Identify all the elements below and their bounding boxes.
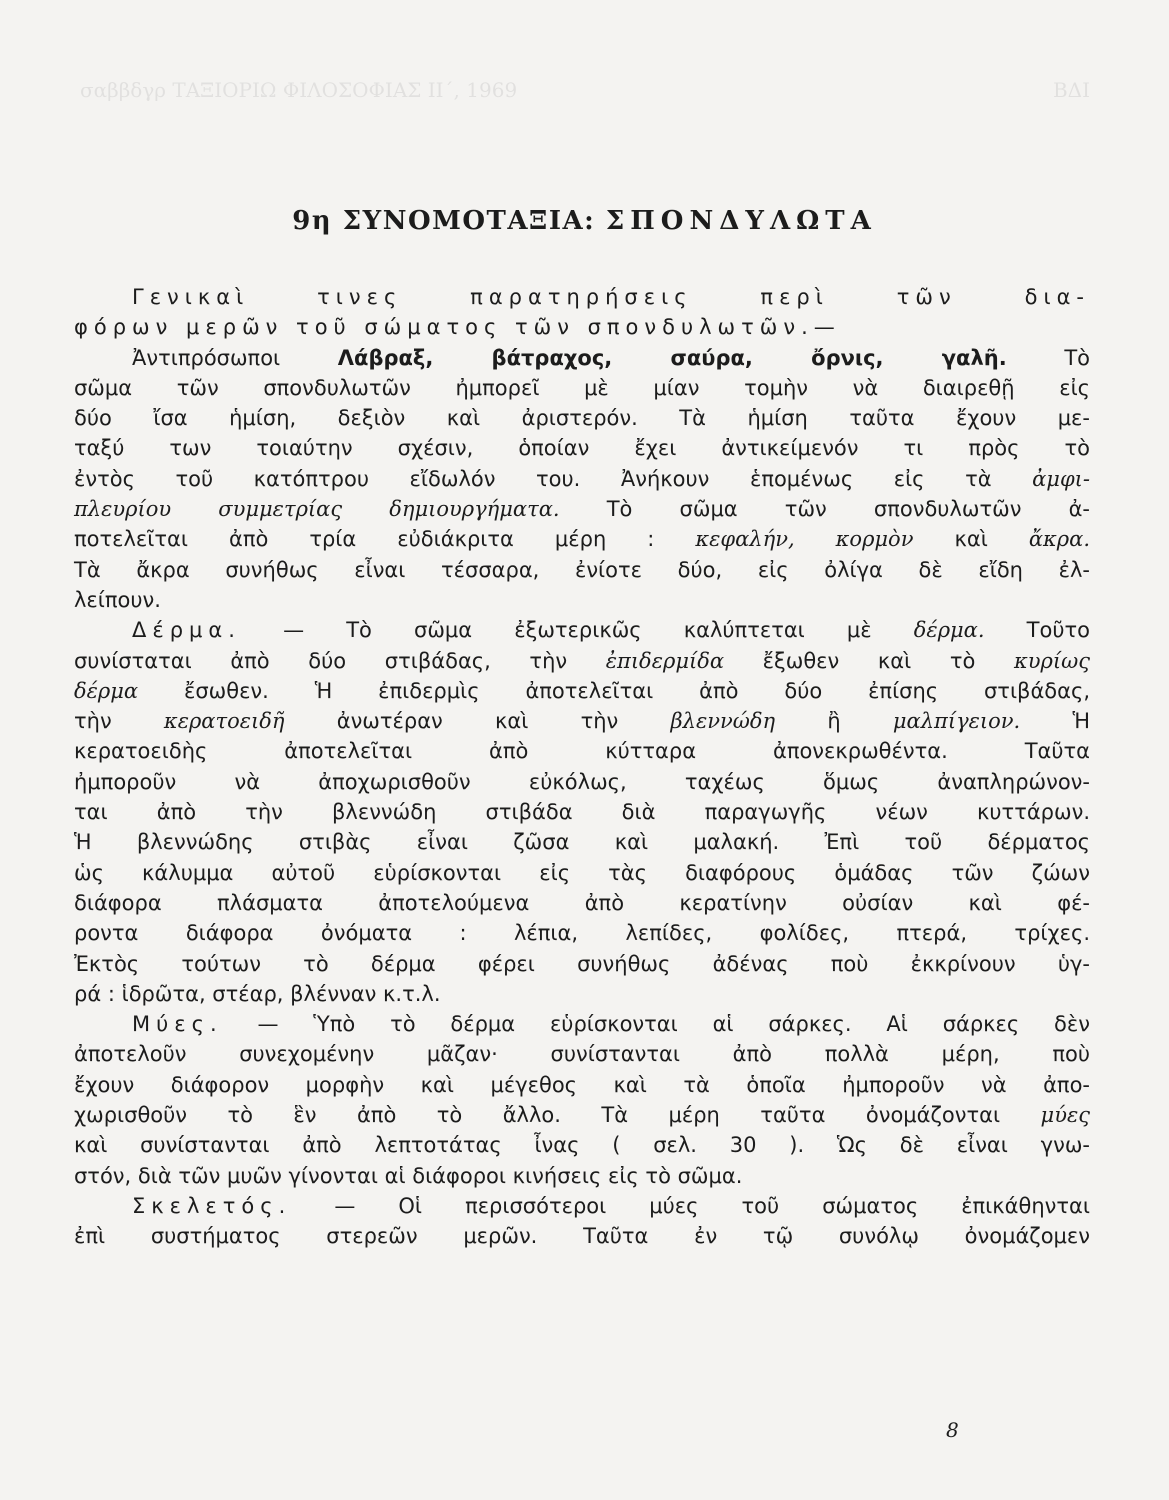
text-line <box>74 767 1090 797</box>
text-run: χωρισθοῦν τὸ ἓν ἀπὸ τὸ ἄλλο. Τὰ μέρη ταῦτα ὀνομάζονται <box>74 1103 1041 1128</box>
text-run: σῶμα τῶν σπονδυλωτῶν ἠμπορεῖ μὲ μίαν τομὴν νὰ διαιρεθῇ εἰς <box>74 375 1090 400</box>
italic-term: ἀμφι- <box>1032 466 1090 491</box>
text-run: ρά : ἱδρῶτα, στέαρ, βλένναν κ.τ.λ. <box>74 981 441 1006</box>
section-title-prefix: 9η ΣΥΝΟΜΟΤΑΞΙΑ: <box>292 206 596 236</box>
text-run: Τὰ ἄκρα συνήθως εἶναι τέσσαρα, ἐνίοτε δύο, εἰς ὀλίγα δὲ εἴδη ἐλ- <box>74 557 1090 582</box>
text-line <box>74 555 1090 585</box>
bold-term: Λάβραξ, βάτραχος, σαύρα, ὄρνις, γαλῆ. <box>337 345 1007 370</box>
text-line <box>74 433 1090 463</box>
text-run: Ἀντιπρόσωποι <box>132 345 338 370</box>
text-run: καὶ <box>913 527 1029 552</box>
text-run: Ἡ <box>1020 709 1090 734</box>
text-run: Τοῦτο <box>984 618 1091 643</box>
text-line <box>74 343 1090 373</box>
text-run: καὶ συνίστανται ἀπὸ λεπτοτάτας ἶνας ( σελ. 30 ). Ὡς δὲ εἶναι γνω- <box>74 1133 1090 1158</box>
text-line <box>74 706 1090 736</box>
body-text <box>74 282 1090 1252</box>
text-line <box>74 1070 1090 1100</box>
text-line <box>74 979 1090 1009</box>
text-line <box>74 888 1090 918</box>
text-run: ὡς κάλυμμα αὐτοῦ εὑρίσκονται εἰς τὰς διαφόρους ὁμάδας τῶν ζώων <box>74 860 1090 885</box>
section-title-main: ΣΠΟΝΔΥΛΩΤΑ <box>605 206 877 236</box>
text-run: Τὸ <box>1006 345 1090 370</box>
text-line <box>74 1039 1090 1069</box>
italic-term: βλεννώδη <box>670 709 776 734</box>
text-run: — Ὑπὸ τὸ δέρμα εὑρίσκονται αἱ σάρκες. Αἱ σάρκες δὲν <box>222 1012 1090 1037</box>
text-run: ἔσωθεν. Ἡ ἐπιδερμὶς ἀποτελεῖται ἀπὸ δύο ἐπίσης στιβάδας, <box>138 678 1090 703</box>
text-run: ροντα διάφορα ὀνόματα : λέπια, λεπίδες, φολίδες, πτερά, τρίχες. <box>74 921 1090 946</box>
text-run: διάφορα πλάσματα ἀποτελούμενα ἀπὸ κερατίνην οὐσίαν καὶ φέ- <box>74 890 1090 915</box>
italic-term: δέρμα. <box>913 618 985 643</box>
spaced-heading: Δέρμα. <box>132 618 241 643</box>
text-line <box>74 403 1090 433</box>
bleed-through-header <box>80 78 1090 102</box>
text-line <box>74 918 1090 948</box>
text-line <box>74 464 1090 494</box>
text-line <box>74 797 1090 827</box>
text-line <box>74 524 1090 554</box>
italic-term: κεφαλήν, κορμὸν <box>695 527 914 552</box>
text-line <box>74 494 1090 524</box>
italic-term: κερατοειδῆ <box>163 709 285 734</box>
spaced-heading: φόρων μερῶν τοῦ σώματος τῶν σπονδυλωτῶν.— <box>74 315 841 340</box>
text-line <box>74 1221 1090 1251</box>
text-run: συνίσταται ἀπὸ δύο στιβάδας, τὴν <box>74 648 606 673</box>
section-title <box>0 206 1169 236</box>
text-run: τὴν <box>74 709 164 734</box>
text-line <box>74 646 1090 676</box>
italic-term: ἄκρα. <box>1028 527 1091 552</box>
text-run: κερατοειδὴς ἀποτελεῖται ἀπὸ κύτταρα ἀπονεκρωθέντα. Ταῦτα <box>74 739 1090 764</box>
page-number: 8 <box>946 1418 959 1442</box>
text-line <box>74 736 1090 766</box>
text-run: — Οἱ περισσότεροι μύες τοῦ σώματος ἐπικάθηνται <box>291 1193 1090 1218</box>
text-line <box>74 585 1090 615</box>
italic-term: μύες <box>1040 1103 1090 1128</box>
text-run: ἐντὸς τοῦ κατόπτρου εἴδωλόν του. Ἀνήκουν ἑπομένως εἰς τὰ <box>74 466 1033 491</box>
text-run: ποτελεῖται ἀπὸ τρία εὐδιάκριτα μέρη : <box>74 527 696 552</box>
bleed-through-left: σαββδγρ ΤΑΞΙΟΡΙΩ ΦΙΛΟΣΟΦΙΑΣ ΙΙ΄, 1969 <box>80 78 518 102</box>
italic-term: δέρμα <box>74 678 139 703</box>
text-run: ἠμποροῦν νὰ ἀποχωρισθοῦν εὐκόλως, ταχέως ὅμως ἀναπληρώνον- <box>74 769 1090 794</box>
text-run: Τὸ σῶμα τῶν σπονδυλωτῶν ἀ- <box>559 497 1090 522</box>
text-line <box>74 1100 1090 1130</box>
italic-term: ἐπιδερμίδα <box>605 648 725 673</box>
text-run: ἐπὶ συστήματος στερεῶν μερῶν. Ταῦτα ἐν τῷ συνόλῳ ὀνομάζομεν <box>74 1224 1090 1249</box>
text-line <box>74 1130 1090 1160</box>
text-line <box>74 312 1090 342</box>
text-line <box>74 1191 1090 1221</box>
spaced-heading: Μύες. <box>132 1012 223 1037</box>
text-line <box>74 615 1090 645</box>
italic-term: κυρίως <box>1014 648 1091 673</box>
text-run: ταξύ των τοιαύτην σχέσιν, ὁποίαν ἔχει ἀντικείμενόν τι πρὸς τὸ <box>74 436 1090 461</box>
text-run: δύο ἴσα ἡμίση, δεξιὸν καὶ ἀριστερόν. Τὰ ἡμίση ταῦτα ἔχουν με- <box>74 406 1090 431</box>
text-line <box>74 1009 1090 1039</box>
text-run: ἢ <box>775 709 893 734</box>
text-line <box>74 1161 1090 1191</box>
text-line <box>74 827 1090 857</box>
text-line <box>74 373 1090 403</box>
spaced-heading: Γενικαὶ τινες παρατηρήσεις περὶ τῶν δια- <box>132 285 1090 309</box>
text-run: ἀνωτέραν καὶ τὴν <box>284 709 671 734</box>
text-run: ἔχουν διάφορον μορφὴν καὶ μέγεθος καὶ τὰ ὁποῖα ἠμποροῦν νὰ ἀπο- <box>74 1072 1090 1097</box>
text-line <box>74 282 1090 312</box>
text-run: ἀποτελοῦν συνεχομένην μᾶζαν· συνίστανται ἀπὸ πολλὰ μέρη, ποὺ <box>74 1042 1090 1067</box>
text-run: λείπουν. <box>74 587 161 612</box>
text-run: Ἐκτὸς τούτων τὸ δέρμα φέρει συνήθως ἀδένας ποὺ ἐκκρίνουν ὑγ- <box>74 951 1090 976</box>
text-run: στόν, διὰ τῶν μυῶν γίνονται αἱ διάφοροι κινήσεις εἰς τὸ σῶμα. <box>74 1163 743 1188</box>
text-run: — Τὸ σῶμα ἐξωτερικῶς καλύπτεται μὲ <box>240 618 914 643</box>
spaced-heading: Σκελετός. <box>132 1193 292 1218</box>
italic-term: πλευρίου συμμετρίας δημιουργήματα. <box>74 497 560 522</box>
text-run: Ἡ βλεννώδης στιβὰς εἶναι ζῶσα καὶ μαλακή. Ἐπὶ τοῦ δέρματος <box>74 830 1090 855</box>
text-line <box>74 949 1090 979</box>
bleed-through-right: ΒΔΙ <box>1052 78 1090 102</box>
text-run: ἔξωθεν καὶ τὸ <box>724 648 1014 673</box>
text-line <box>74 676 1090 706</box>
text-run: ται ἀπὸ τὴν βλεννώδη στιβάδα διὰ παραγωγῆς νέων κυττάρων. <box>74 800 1090 825</box>
italic-term: μαλπίγειον. <box>892 709 1021 734</box>
text-line <box>74 858 1090 888</box>
